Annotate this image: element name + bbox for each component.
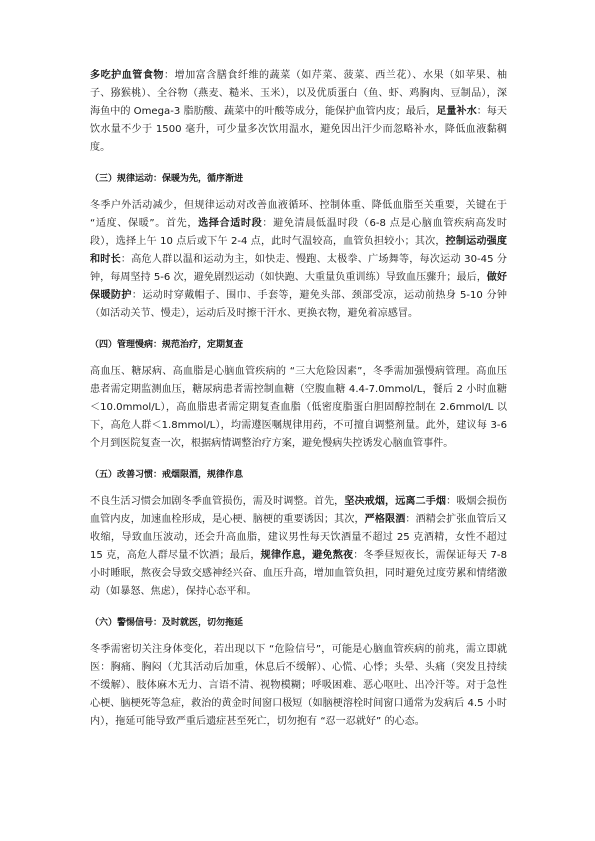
diet-text-1: ：增加富含膳食纤维的蔬菜（如芹菜、菠菜、西兰花）、水果（如苹果、柚子、猕猴桃）、全谷物（燕麦、糙米、玉米），以及优质蛋白（鱼、虾、鸡胸肉、豆制品），深海鱼中的 Omega-3 脂肪酸、蔬菜中的叶酸等成分，能保护血管内皮；最后，	[90, 70, 508, 117]
habits-text-3: ：酒精会扩张血管后又收缩，导致血压波动，还会升高血脂，建议男性每天饮酒量不超过 25 克酒精，女性不超过 15 克，高危人群尽量不饮酒；最后，	[90, 514, 508, 561]
habits-text-4: ：冬季昼短夜长，需保证每天 7-8 小时睡眠，熬夜会导致交感神经兴奋、血压升高，增加血管负担，同时避免过度劳累和情绪激动（如暴怒、焦虑），保持心态平和。	[90, 550, 507, 597]
habits-heading: （五）改善习惯：戒烟限酒，规律作息	[90, 470, 244, 480]
exercise-bold-time: 选择合适时段	[198, 218, 263, 229]
habits-paragraph	[90, 493, 507, 601]
exercise-text-4: ：运动时穿戴帽子、围巾、手套等，避免头部、颈部受凉，运动前热身 5-10 分钟（如活动关节、慢走），运动后及时擦干汗水、更换衣物，避免着凉感冒。	[90, 290, 507, 319]
exercise-bold-warmth: 做好保暖防护	[90, 272, 507, 301]
warning-paragraph: 冬季需密切关注身体变化，若出现以下 “危险信号”，可能是心脑血管疾病的前兆，需立即就医：胸痛、胸闷（尤其活动后加重，休息后不缓解）、心慌、心悸；头晕、头痛（突发且持续不缓解）、肢体麻木无力、言语不清、视物模糊；呼吸困难、恶心呕吐、出冷汗等。对于急性心梗、脑梗死等急症，救治的黄金时间窗口极短（如脑梗溶栓时间窗口通常为发病后 4.5 小时内），拖延可能导致严重后遗症甚至死亡，切勿抱有 “忍一忍就好” 的心态。	[90, 644, 507, 727]
habits-bold-alcohol: 严格限酒	[364, 514, 406, 525]
habits-text-2: ：吸烟会损伤血管内皮，加速血栓形成，是心梗、脑梗的重要诱因；其次，	[90, 496, 508, 525]
exercise-heading: （三）规律运动：保暖为先，循序渐进	[90, 174, 244, 184]
diet-bold-hydration: 足量补水	[436, 106, 477, 117]
diet-lead: 多吃护血管食物	[90, 70, 164, 81]
exercise-text-1: 冬季户外活动减少，但规律运动对改善血液循环、控制体重、降低血脂至关重要，关键在于 “适度、保暖”。首先，	[90, 200, 507, 229]
exercise-text-3: ：高危人群以温和运动为主，如快走、慢跑、太极拳、广场舞等，每次运动 30-45 分钟，每周坚持 5-6 次，避免剧烈运动（如快跑、大重量负重训练）导致血压骤升；最后，	[90, 254, 508, 283]
habits-bold-smoking: 坚决戒烟，远离二手烟	[344, 496, 447, 507]
habits-text-1: 不良生活习惯会加剧冬季血管损伤，需及时调整。首先，	[90, 496, 345, 507]
exercise-text-2: ：避免清晨低温时段（6-8 点是心脑血管疾病高发时段），选择上午 10 点后或下午 2-4 点，此时气温较高，血管负担较小；其次，	[90, 218, 507, 247]
warning-heading: （六）警惕信号：及时就医，切勿拖延	[90, 618, 244, 628]
habits-bold-sleep: 规律作息，避免熬夜	[260, 550, 354, 561]
diet-paragraph	[90, 67, 507, 157]
exercise-paragraph	[90, 197, 507, 323]
chronic-paragraph: 高血压、糖尿病、高血脂是心脑血管疾病的 “三大危险因素”，冬季需加强慢病管理。高血压患者需定期监测血压，糖尿病患者需控制血糖（空腹血糖 4.4-7.0mmol/L，餐后 2 小时血糖＜10.0mmol/L），高血脂患者需定期复查血脂（低密度脂蛋白胆固醇控制在 2.6mmol/L 以下，高危人群＜1.8mmol/L），均需遵医嘱规律用药，不可擅自调整剂量。此外，建议每 3-6 个月到医院复查一次，根据病情调整治疗方案，避免慢病失控诱发心脑血管事件。	[90, 366, 507, 449]
exercise-bold-intensity: 控制运动强度和时长	[90, 236, 507, 265]
chronic-heading: （四）管理慢病：规范治疗，定期复查	[90, 340, 244, 350]
diet-text-2: ：每天饮水量不少于 1500 毫升，可少量多次饮用温水，避免因出汗少而忽略补水，降低血液黏稠度。	[90, 106, 507, 153]
